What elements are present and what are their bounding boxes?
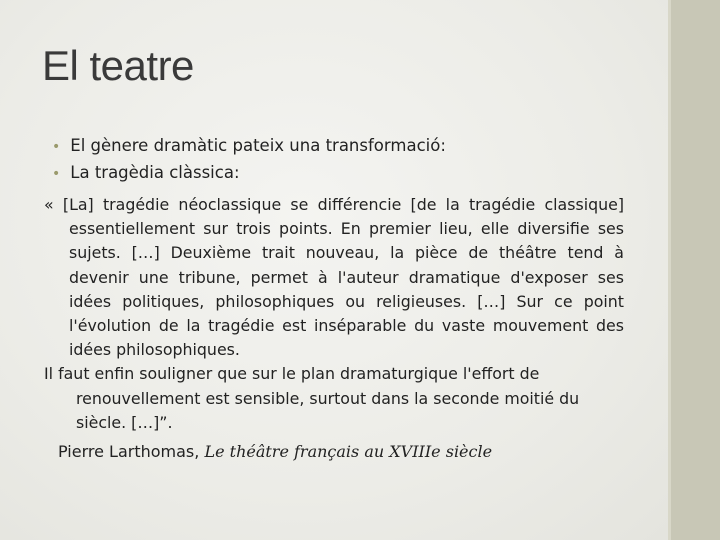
citation-author: Pierre Larthomas,	[58, 442, 200, 461]
quote-block	[44, 193, 624, 435]
citation-work: Le théâtre français au XVIIIe siècle	[204, 442, 493, 461]
citation	[58, 442, 492, 461]
bullet-dot-icon: •	[52, 139, 61, 155]
bullet-text: El gènere dramàtic pateix una transformació:	[70, 136, 446, 155]
bullet-list	[52, 132, 446, 186]
bullet-dot-icon: •	[52, 166, 61, 182]
quote-paragraph: Il faut enfin souligner que sur le plan dramaturgique l'effort de renouvellement est sensible, surtout dans la seconde moitié du siècle. […]”.	[44, 364, 580, 432]
quote-paragraph: « [La] tragédie néoclassique se différencie [de la tragédie classique] essentiellement sur trois points. En premier lieu, elle diversifie ses sujets. […] Deuxième trait nouveau, la pièce de théâtre tend à devenir une tribune, permet à l'auteur dramatique d'exposer ses idées politiques, philosophiques ou religieuses. […] Sur ce point l'évolution de la tragédie est inséparable du vaste mouvement des idées philosophiques.	[44, 195, 624, 360]
bullet-item	[52, 132, 446, 159]
slide-title: El teatre	[42, 42, 194, 89]
bullet-item	[52, 159, 446, 186]
side-bar-edge	[668, 0, 671, 540]
slide-side-bar	[668, 0, 720, 540]
bullet-text: La tragèdia clàssica:	[70, 163, 240, 182]
